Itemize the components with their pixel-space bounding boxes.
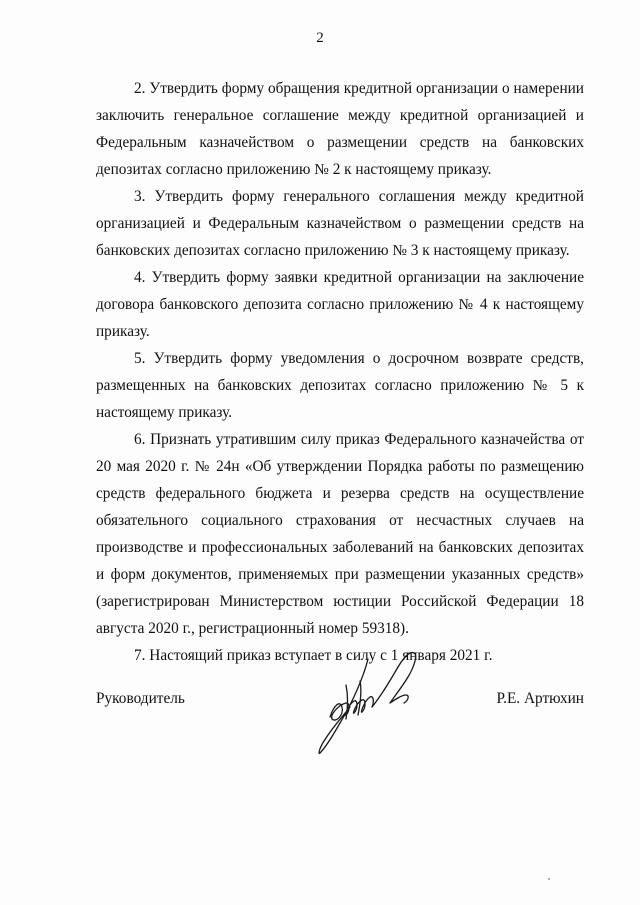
paragraph-6: 6. Признать утратившим силу приказ Федерального казначейства от 20 мая 2020 г. № 24н «Об утверждении Порядка работы по размещению средств федерального бюджета и резерва средств на осуществление обязательного социального страхования от несчастных случаев на производстве и профессиональных заболеваний на банковских депозитах и форм документов, применяемых при размещении указанных средств» (зарегистрирован Министерством юстиции Российской Федерации 18 августа 2020 г., регистрационный номер 59318). xyxy=(96,431,584,637)
paragraph-5: 5. Утвердить форму уведомления о досрочном возврате средств, размещенных на банковских депозитах согласно приложению № 5 к настоящему приказу. xyxy=(96,350,584,421)
signatory-title: Руководитель xyxy=(96,690,185,707)
scan-speck xyxy=(548,878,550,880)
signatory-name: Р.Е. Артюхин xyxy=(496,690,584,707)
paragraph-2: 2. Утвердить форму обращения кредитной организации о намерении заключить генеральное соглашение между кредитной организацией и Федеральным казначейством о размещении средств на банковских депозитах согласно приложению № 2 к настоящему приказу. xyxy=(96,80,584,178)
page-number: 2 xyxy=(316,30,324,46)
document-body xyxy=(96,75,584,669)
paragraph-3: 3. Утвердить форму генерального соглашения между кредитной организацией и Федеральным казначейством о размещении средств на банковских депозитах согласно приложению № 3 к настоящему приказу. xyxy=(96,188,584,259)
paragraph-7: 7. Настоящий приказ вступает в силу с 1 января 2021 г. xyxy=(134,647,493,664)
signature-block xyxy=(96,690,584,720)
paragraph-4: 4. Утвердить форму заявки кредитной организации на заключение договора банковского депозита согласно приложению № 4 к настоящему приказу. xyxy=(96,269,584,340)
